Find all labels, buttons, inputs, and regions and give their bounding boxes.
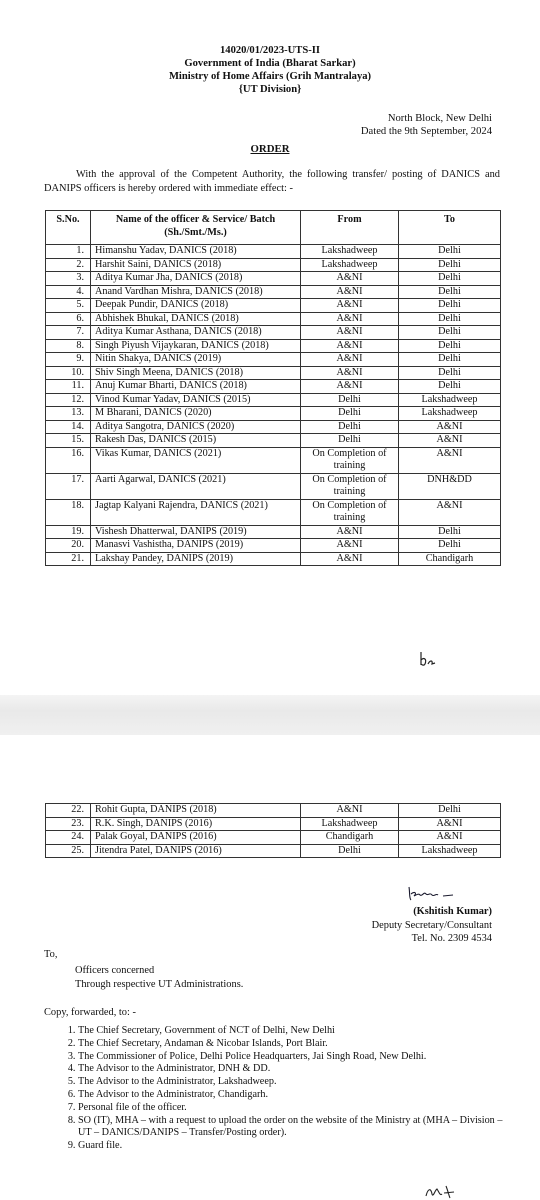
table-row bbox=[46, 434, 501, 448]
cell-sno: 11. bbox=[46, 380, 91, 394]
cell-to: Delhi bbox=[399, 258, 501, 272]
copy-label: Copy, forwarded, to: - bbox=[44, 1007, 136, 1018]
cell-sno: 2. bbox=[46, 258, 91, 272]
table-row bbox=[46, 447, 501, 473]
cell-from: On Completion of training bbox=[301, 473, 399, 499]
cell-to: Delhi bbox=[399, 312, 501, 326]
page-gap bbox=[0, 695, 540, 735]
document-page-2 bbox=[0, 735, 540, 1200]
header-name: Name of the officer & Service/ Batch (Sh./Smt./Ms.) bbox=[91, 211, 301, 245]
table-body-continued bbox=[46, 804, 501, 858]
file-number: 14020/01/2023-UTS-II bbox=[219, 45, 321, 56]
cell-to: A&NI bbox=[399, 817, 501, 831]
cell-officer-name: Vikas Kumar, DANICS (2021) bbox=[91, 447, 301, 473]
place: North Block, New Delhi bbox=[387, 113, 492, 124]
place-date bbox=[361, 112, 492, 138]
cell-from: Lakshadweep bbox=[301, 817, 399, 831]
letterhead bbox=[0, 44, 540, 96]
cell-from: A&NI bbox=[301, 299, 399, 313]
signature-icon bbox=[407, 883, 467, 903]
cell-to: A&NI bbox=[399, 831, 501, 845]
cell-sno: 9. bbox=[46, 353, 91, 367]
cell-officer-name: Aarti Agarwal, DANICS (2021) bbox=[91, 473, 301, 499]
cell-officer-name: Manasvi Vashistha, DANIPS (2019) bbox=[91, 539, 301, 553]
to-label: To, bbox=[44, 949, 58, 960]
transfer-table-continued bbox=[45, 803, 501, 858]
government-name: Government of India (Bharat Sarkar) bbox=[184, 58, 356, 69]
copy-list bbox=[60, 1025, 508, 1153]
cell-to: A&NI bbox=[399, 499, 501, 525]
table-row bbox=[46, 552, 501, 566]
cell-sno: 1. bbox=[46, 245, 91, 259]
intro-paragraph: With the approval of the Competent Authority, the following transfer/ posting of DANICS and DANIPS officers is hereby ordered with immediate effect: - bbox=[44, 169, 500, 194]
cell-officer-name: Shiv Singh Meena, DANICS (2018) bbox=[91, 366, 301, 380]
copy-list-item: 1. The Chief Secretary, Government of NCT of Delhi, New Delhi bbox=[78, 1025, 508, 1038]
signatory-designation: Deputy Secretary/Consultant bbox=[371, 919, 492, 931]
cell-sno: 23. bbox=[46, 817, 91, 831]
cell-officer-name: Deepak Pundir, DANICS (2018) bbox=[91, 299, 301, 313]
cell-to: Delhi bbox=[399, 245, 501, 259]
transfer-table bbox=[45, 210, 501, 566]
cell-sno: 17. bbox=[46, 473, 91, 499]
cell-to: Delhi bbox=[399, 366, 501, 380]
cell-sno: 8. bbox=[46, 339, 91, 353]
table-row bbox=[46, 804, 501, 818]
cell-officer-name: Rohit Gupta, DANIPS (2018) bbox=[91, 804, 301, 818]
table-body bbox=[46, 245, 501, 566]
cell-sno: 20. bbox=[46, 539, 91, 553]
table-row bbox=[46, 525, 501, 539]
order-title: ORDER bbox=[250, 143, 290, 155]
cell-from: A&NI bbox=[301, 339, 399, 353]
cell-to: Lakshadweep bbox=[399, 844, 501, 858]
division-name: {UT Division} bbox=[238, 84, 302, 95]
cell-from: A&NI bbox=[301, 366, 399, 380]
cell-officer-name: Nitin Shakya, DANICS (2019) bbox=[91, 353, 301, 367]
cell-sno: 12. bbox=[46, 393, 91, 407]
cell-from: A&NI bbox=[301, 804, 399, 818]
cell-to: Delhi bbox=[399, 339, 501, 353]
cell-from: Delhi bbox=[301, 434, 399, 448]
table-row bbox=[46, 499, 501, 525]
cell-sno: 18. bbox=[46, 499, 91, 525]
cell-sno: 5. bbox=[46, 299, 91, 313]
table-row bbox=[46, 366, 501, 380]
initials-mark-icon bbox=[422, 1182, 462, 1200]
cell-sno: 14. bbox=[46, 420, 91, 434]
cell-officer-name: Lakshay Pandey, DANIPS (2019) bbox=[91, 552, 301, 566]
cell-from: Delhi bbox=[301, 393, 399, 407]
cell-officer-name: Aditya Kumar Jha, DANICS (2018) bbox=[91, 272, 301, 286]
cell-to: Delhi bbox=[399, 299, 501, 313]
copy-list-item: 8. SO (IT), MHA – with a request to upload the order on the website of the Ministry at (MHA – Division – UT – DANICS/DANIPS – Transfer/Posting order). bbox=[78, 1115, 508, 1141]
table-row bbox=[46, 844, 501, 858]
cell-officer-name: Harshit Saini, DANICS (2018) bbox=[91, 258, 301, 272]
cell-officer-name: Palak Goyal, DANIPS (2016) bbox=[91, 831, 301, 845]
cell-from: A&NI bbox=[301, 312, 399, 326]
cell-to: Delhi bbox=[399, 539, 501, 553]
cell-officer-name: Aditya Kumar Asthana, DANICS (2018) bbox=[91, 326, 301, 340]
cell-sno: 21. bbox=[46, 552, 91, 566]
cell-from: A&NI bbox=[301, 326, 399, 340]
cell-from: Chandigarh bbox=[301, 831, 399, 845]
table-row bbox=[46, 245, 501, 259]
signature-block bbox=[372, 905, 492, 946]
cell-sno: 10. bbox=[46, 366, 91, 380]
table-row bbox=[46, 407, 501, 421]
table-row bbox=[46, 420, 501, 434]
cell-sno: 13. bbox=[46, 407, 91, 421]
cell-from: Delhi bbox=[301, 407, 399, 421]
table-row bbox=[46, 539, 501, 553]
ministry-name: Ministry of Home Affairs (Grih Mantralaya) bbox=[168, 71, 372, 82]
table-row bbox=[46, 272, 501, 286]
cell-to: Delhi bbox=[399, 525, 501, 539]
copy-list-item: 4. The Advisor to the Administrator, DNH & DD. bbox=[78, 1063, 508, 1076]
cell-officer-name: Jitendra Patel, DANIPS (2016) bbox=[91, 844, 301, 858]
table-row bbox=[46, 258, 501, 272]
addressee-line: Through respective UT Administrations. bbox=[75, 978, 244, 990]
cell-officer-name: Himanshu Yadav, DANICS (2018) bbox=[91, 245, 301, 259]
cell-to: A&NI bbox=[399, 447, 501, 473]
cell-to: Delhi bbox=[399, 272, 501, 286]
cell-to: A&NI bbox=[399, 420, 501, 434]
table-row bbox=[46, 326, 501, 340]
table-row bbox=[46, 299, 501, 313]
cell-officer-name: Singh Piyush Vijaykaran, DANICS (2018) bbox=[91, 339, 301, 353]
cell-sno: 6. bbox=[46, 312, 91, 326]
cell-officer-name: Abhishek Bhukal, DANICS (2018) bbox=[91, 312, 301, 326]
cell-sno: 16. bbox=[46, 447, 91, 473]
table-row bbox=[46, 817, 501, 831]
cell-from: A&NI bbox=[301, 525, 399, 539]
copy-list-item: 6. The Advisor to the Administrator, Chandigarh. bbox=[78, 1089, 508, 1102]
cell-to: Delhi bbox=[399, 380, 501, 394]
cell-to: A&NI bbox=[399, 434, 501, 448]
cell-from: Delhi bbox=[301, 420, 399, 434]
table-row bbox=[46, 312, 501, 326]
cell-from: Lakshadweep bbox=[301, 245, 399, 259]
header-sno: S.No. bbox=[46, 211, 91, 245]
cell-from: On Completion of training bbox=[301, 447, 399, 473]
cell-to: Delhi bbox=[399, 326, 501, 340]
cell-to: DNH&DD bbox=[399, 473, 501, 499]
cell-from: A&NI bbox=[301, 353, 399, 367]
table-row bbox=[46, 339, 501, 353]
table-row bbox=[46, 473, 501, 499]
cell-officer-name: M Bharani, DANICS (2020) bbox=[91, 407, 301, 421]
initials-mark-icon bbox=[418, 650, 438, 668]
addressee-line: Officers concerned bbox=[75, 965, 155, 976]
signatory-name: (Kshitish Kumar) bbox=[413, 906, 492, 917]
cell-to: Delhi bbox=[399, 353, 501, 367]
cell-to: Chandigarh bbox=[399, 552, 501, 566]
cell-from: A&NI bbox=[301, 539, 399, 553]
cell-officer-name: Anand Vardhan Mishra, DANICS (2018) bbox=[91, 285, 301, 299]
cell-officer-name: Anuj Kumar Bharti, DANICS (2018) bbox=[91, 380, 301, 394]
cell-from: Lakshadweep bbox=[301, 258, 399, 272]
cell-officer-name: Vishesh Dhatterwal, DANIPS (2019) bbox=[91, 525, 301, 539]
copy-list-item: 7. Personal file of the officer. bbox=[78, 1102, 508, 1115]
cell-from: A&NI bbox=[301, 285, 399, 299]
header-to: To bbox=[399, 211, 501, 245]
date: Dated the 9th September, 2024 bbox=[360, 126, 492, 137]
cell-sno: 3. bbox=[46, 272, 91, 286]
cell-sno: 7. bbox=[46, 326, 91, 340]
cell-to: Delhi bbox=[399, 285, 501, 299]
copy-list-item: 5. The Advisor to the Administrator, Lakshadweep. bbox=[78, 1076, 508, 1089]
signatory-telephone: Tel. No. 2309 4534 bbox=[411, 933, 492, 944]
copy-list-item: 2. The Chief Secretary, Andaman & Nicobar Islands, Port Blair. bbox=[78, 1038, 508, 1051]
cell-sno: 4. bbox=[46, 285, 91, 299]
table-header-row bbox=[46, 211, 501, 245]
cell-from: On Completion of training bbox=[301, 499, 399, 525]
table-row bbox=[46, 393, 501, 407]
cell-from: Delhi bbox=[301, 844, 399, 858]
table-row bbox=[46, 380, 501, 394]
header-from: From bbox=[301, 211, 399, 245]
cell-officer-name: Aditya Sangotra, DANICS (2020) bbox=[91, 420, 301, 434]
cell-officer-name: Rakesh Das, DANICS (2015) bbox=[91, 434, 301, 448]
cell-sno: 24. bbox=[46, 831, 91, 845]
table-row bbox=[46, 353, 501, 367]
cell-from: A&NI bbox=[301, 272, 399, 286]
cell-officer-name: Jagtap Kalyani Rajendra, DANICS (2021) bbox=[91, 499, 301, 525]
cell-to: Lakshadweep bbox=[399, 407, 501, 421]
copy-list-item: 9. Guard file. bbox=[78, 1140, 508, 1153]
cell-from: A&NI bbox=[301, 380, 399, 394]
copy-list-item: 3. The Commissioner of Police, Delhi Police Headquarters, Jai Singh Road, New Delhi. bbox=[78, 1051, 508, 1064]
cell-officer-name: Vinod Kumar Yadav, DANICS (2015) bbox=[91, 393, 301, 407]
cell-sno: 19. bbox=[46, 525, 91, 539]
cell-to: Lakshadweep bbox=[399, 393, 501, 407]
addressees bbox=[75, 964, 243, 991]
cell-officer-name: R.K. Singh, DANIPS (2016) bbox=[91, 817, 301, 831]
cell-sno: 15. bbox=[46, 434, 91, 448]
cell-to: Delhi bbox=[399, 804, 501, 818]
cell-from: A&NI bbox=[301, 552, 399, 566]
table-row bbox=[46, 831, 501, 845]
cell-sno: 22. bbox=[46, 804, 91, 818]
cell-sno: 25. bbox=[46, 844, 91, 858]
table-row bbox=[46, 285, 501, 299]
